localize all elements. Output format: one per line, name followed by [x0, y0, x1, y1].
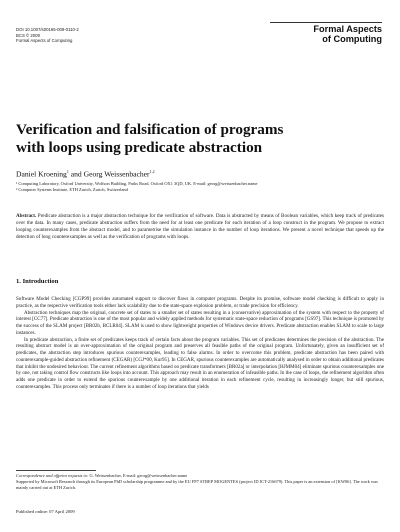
- published-online: Published online: 07 April 2009: [16, 509, 75, 514]
- section-heading-introduction: 1. Introduction: [16, 278, 59, 285]
- copyright-line: BCS © 2009: [16, 32, 40, 38]
- introduction-body: [16, 296, 384, 391]
- footnote-rule: [16, 470, 96, 471]
- paragraph: In predicate abstraction, a finite set of predicates keeps track of certain facts about the program variables. This set of predicates determines the precision of the abstraction. The resulting abstract model is an over-approximation of the original program and preserves all feasible paths of the original program. Unfortunately, given an insufficient set of predicates, the abstraction step introduces spurious counterexamples, leading to false alarms. In order to overcome this problem, predicate abstraction has been paired with counterexample-guided abstraction refinement (CEGAR) [CGJ*00, Kur95]. In CEGAR, spurious counterexamples are automatically analysed in order to obtain additional predicates that inhibit the undesired behaviour. The current refinement algorithms based on predicate transformers [BR02a] or interpolation [HJMM04] eliminate spurious counterexamples one by one, not taking control flow constructs like loops into account. This approach may result in an enumeration of infeasible paths. In the case of loops, the refinement algorithm often adds one predicate in order to extend the spurious counterexample by one additional iteration in each refinement cycle, resulting in increasingly longer, but still spurious, counterexamples. This process only terminates if there is a number of loop iterations that yields: [16, 336, 384, 390]
- journal-logo: Formal Aspects of Computing: [313, 24, 382, 44]
- paragraph: Abstraction techniques map the original, concrete set of states to a smaller set of states resulting in a (conservative) approximation of the system with respect to the property of interest [CC77]. Predicate abstraction is one of the most popular and widely applied methods for systematic state-space reduction of programs [GS97]. This technique is promoted by the success of the SLAM project [BR02b, BCLR04]. SLAM is used to show lightweight properties of Windows device drivers. Predicate abstraction enables SLAM to scale to large instances.: [16, 309, 384, 336]
- doi-line: DOI 10.1007/s00165-009-0110-2: [16, 27, 79, 32]
- correspondence-note: Correspondence and offprint requests to: G. Weissenbacher, E-mail: georg@weissenbacher.name: [16, 473, 188, 478]
- paragraph: Software Model Checking [CGP99] provides automated support to discover flaws in computer programs. Despite its promise, software model checking is difficult to apply in practice, as the respective verification tools either lack scalability due to the state-space explosion problem, or trade precision for efficiency.: [16, 296, 384, 309]
- author-list: Daniel Kroening$^1$ and Georg Weissenbacher$^{1,2}$: [16, 169, 155, 179]
- article-metadata: [16, 27, 79, 44]
- affiliations: ¹ Computing Laboratory, Oxford University, Wolfson Building, Parks Road, Oxford OX1 3QD, UK. E-mail: georg@weissenbacher.name ² Computer Systems Institute, ETH Zurich, Zurich, Switzerland: [16, 181, 258, 192]
- funding-note: Supported by Microsoft Research through its European PhD scholarship programme and by the EU FP7 STREP MOGENTES (project ID ICT-216679). This paper is an extension of [KW06]. The work was mainly carried out at ETH Zurich.: [16, 478, 378, 490]
- journal-rule-top: [270, 22, 382, 23]
- journal-source: Formal Aspects of Computing: [16, 38, 73, 44]
- footnotes: [16, 473, 384, 490]
- abstract: Abstract. Predicate abstraction is a major abstraction technique for the verification of software. Data is abstracted by means of Boolean variables, which keep track of predicates over the data. In many cases, predicate abstraction suffers from the need for at least one predicate for each iteration of a loop construct in the program. We propose to extract looping counterexamples from the abstract model, and to parametrise the simulation instance in the number of loop iterations. We present a novel technique that speeds up the detection of long counterexamples as well as the verification of programs with loops.: [16, 213, 385, 241]
- paper-title: Verification and falsification of programs with loops using predicate abstraction: [16, 121, 284, 156]
